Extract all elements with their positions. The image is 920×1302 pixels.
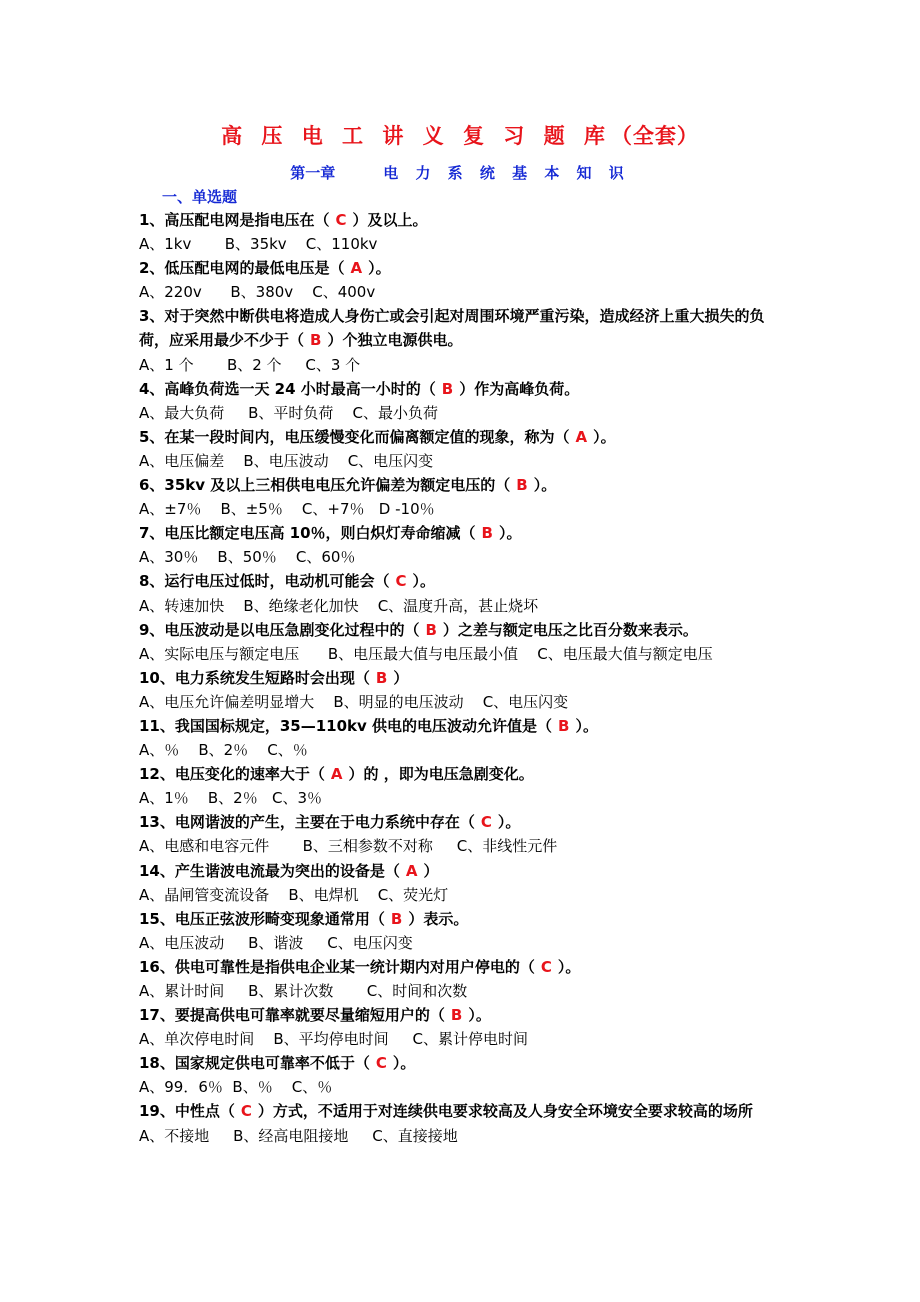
question-19-options: A、不接地 B、经高电阻接地 C、直接接地: [139, 1126, 458, 1145]
question-text: 17、要提高供电可靠率就要尽量缩短用户的（: [139, 1006, 445, 1025]
answer-letter: C: [335, 211, 347, 229]
question-17: [139, 1003, 789, 1027]
question-14: [139, 859, 789, 883]
answer-letter: B: [375, 668, 388, 687]
question-text-end: ）。: [468, 1006, 491, 1025]
question-text-end: ）作为高峰负荷。: [459, 379, 580, 398]
question-text: 9、电压波动是以电压急剧变化过程中的（: [139, 620, 420, 639]
question-7: [139, 521, 789, 545]
answer-letter: A: [575, 427, 588, 446]
question-1-options: A、1kv B、35kv C、110kv: [139, 235, 378, 254]
question-18-options: A、99．6％ B、％ C、％: [139, 1078, 333, 1097]
question-text-end: ）。: [557, 957, 581, 976]
question-10-options: A、电压允许偏差明显增大 B、明显的电压波动 C、电压闪变: [139, 692, 569, 711]
question-text: 7、电压比额定电压高 10％，则白炽灯寿命缩减（: [139, 524, 476, 543]
question-text-end: ）及以上。: [352, 211, 428, 229]
question-12-options: A、1％ B、2％ C、3％: [139, 789, 323, 808]
question-text: 15、电压正弦波形畸变现象通常用（: [139, 909, 385, 928]
answer-letter: A: [350, 259, 363, 278]
question-15: [139, 907, 789, 931]
question-text-end: ）表示。: [408, 909, 469, 928]
answer-letter: B: [425, 620, 437, 639]
question-9: [139, 618, 789, 642]
question-text-end: ）。: [498, 524, 522, 543]
question-18: [139, 1051, 789, 1075]
question-text: 14、产生谐波电流最为突出的设备是（: [139, 861, 400, 880]
question-text: 5、在某一段时间内，电压缓慢变化而偏离额定值的现象，称为（: [139, 427, 570, 446]
answer-letter: C: [240, 1102, 252, 1121]
question-text-end: ）。: [533, 476, 557, 495]
question-text-end: ）。: [392, 1054, 416, 1073]
question-text-end: ）方式，不适用于对连续供电要求较高及人身安全环境安全要求较高的场所: [257, 1102, 753, 1121]
question-8-options: A、转速加快 B、绝缘老化加快 C、温度升高，甚止烧坏: [139, 596, 539, 615]
question-text-end: ）。: [497, 813, 521, 832]
question-6-options: A、±7％ B、±5％ C、+7％ D -10％: [139, 500, 435, 519]
question-11: [139, 714, 789, 738]
question-19: [139, 1099, 789, 1123]
question-text: 11、我国国标规定，35—110kv 供电的电压波动允许值是（: [139, 716, 553, 735]
question-5: [139, 425, 789, 449]
question-17-options: A、单次停电时间 B、平均停电时间 C、累计停电时间: [139, 1030, 528, 1049]
question-13-options: A、电感和电容元件 B、三相参数不对称 C、非线性元件: [139, 837, 558, 856]
answer-letter: A: [330, 765, 343, 784]
question-3: [139, 304, 789, 352]
question-8: [139, 569, 789, 593]
question-text: 18、国家规定供电可靠率不低于（: [139, 1054, 370, 1073]
question-text: 19、中性点（: [139, 1102, 235, 1121]
question-text-end: ）的 ，即为电压急剧变化。: [348, 765, 534, 784]
answer-letter: C: [375, 1054, 387, 1073]
question-16-options: A、累计时间 B、累计次数 C、时间和次数: [139, 982, 468, 1000]
answer-letter: B: [558, 716, 570, 735]
question-5-options: A、电压偏差 B、电压波动 C、电压闪变: [139, 451, 434, 470]
answer-letter: C: [395, 572, 407, 591]
question-2-options: A、220v B、380v C、400v: [139, 283, 376, 302]
question-list: [139, 208, 789, 1148]
question-text-end: ）。: [412, 572, 435, 591]
title-text: 高 压 电 工 讲 义 复 习 题 库: [221, 124, 611, 148]
answer-letter: B: [481, 524, 493, 543]
answer-letter: B: [390, 909, 403, 928]
question-text-end: ）个独立电源供电。: [327, 331, 463, 350]
document-title: [0, 120, 920, 150]
chapter-name: 电 力 系 统 基 本 知 识: [383, 164, 630, 182]
answer-letter: B: [516, 476, 528, 495]
question-11-options: A、％ B、2％ C、％: [139, 741, 308, 760]
question-4-options: A、最大负荷 B、平时负荷 C、最小负荷: [139, 403, 438, 422]
question-2: [139, 256, 789, 280]
question-text: 2、低压配电网的最低电压是（: [139, 259, 345, 278]
question-12: [139, 762, 789, 786]
question-14-options: A、晶闸管变流设备 B、电焊机 C、荧光灯: [139, 885, 449, 904]
chapter-label: 第一章: [290, 164, 336, 182]
question-text-end: ）。: [593, 427, 616, 446]
question-1: [139, 208, 789, 232]
question-text: 1、高压配电网是指电压在（: [139, 211, 330, 229]
question-16: [139, 955, 789, 979]
question-text-end: ）: [423, 861, 439, 880]
question-text: 4、高峰负荷选一天 24 小时最高一小时的（: [139, 379, 436, 398]
question-13: [139, 810, 789, 834]
question-text: 12、电压变化的速率大于（: [139, 765, 325, 784]
question-3-options: A、1 个 B、2 个 C、3 个: [139, 355, 361, 374]
question-6: [139, 473, 789, 497]
answer-letter: C: [480, 813, 492, 832]
question-text: 3、对于突然中断供电将造成人身伤亡或会引起对周围环境严重污染，造成经济上重大损失的负荷，应采用最少不少于（: [139, 307, 765, 350]
question-text-end: ）。: [575, 716, 598, 735]
question-text: 8、运行电压过低时，电动机可能会（: [139, 572, 390, 591]
answer-letter: B: [310, 331, 322, 350]
answer-letter: C: [540, 957, 552, 976]
answer-letter: B: [441, 379, 454, 398]
answer-letter: A: [405, 861, 418, 880]
question-10: [139, 666, 789, 690]
question-text: 13、电网谐波的产生，主要在于电力系统中存在（: [139, 813, 475, 832]
question-text: 6、35kv 及以上三相供电电压允许偏差为额定电压的（: [139, 476, 511, 495]
answer-letter: B: [450, 1006, 463, 1025]
question-9-options: A、实际电压与额定电压 B、电压最大值与电压最小值 C、电压最大值与额定电压: [139, 644, 713, 663]
question-text-end: ）。: [368, 259, 391, 278]
question-text: 16、供电可靠性是指供电企业某一统计期内对用户停电的（: [139, 957, 535, 976]
section-heading: 一、单选题: [162, 188, 238, 206]
chapter-heading: [0, 162, 920, 183]
question-text-end: ）之差与额定电压之比百分数来表示。: [442, 620, 698, 639]
title-paren: （全套）: [610, 124, 699, 148]
question-15-options: A、电压波动 B、谐波 C、电压闪变: [139, 933, 413, 952]
question-7-options: A、30％ B、50％ C、60％: [139, 548, 356, 567]
question-text-end: ）: [393, 668, 409, 687]
question-4: [139, 377, 789, 401]
question-text: 10、电力系统发生短路时会出现（: [139, 668, 370, 687]
